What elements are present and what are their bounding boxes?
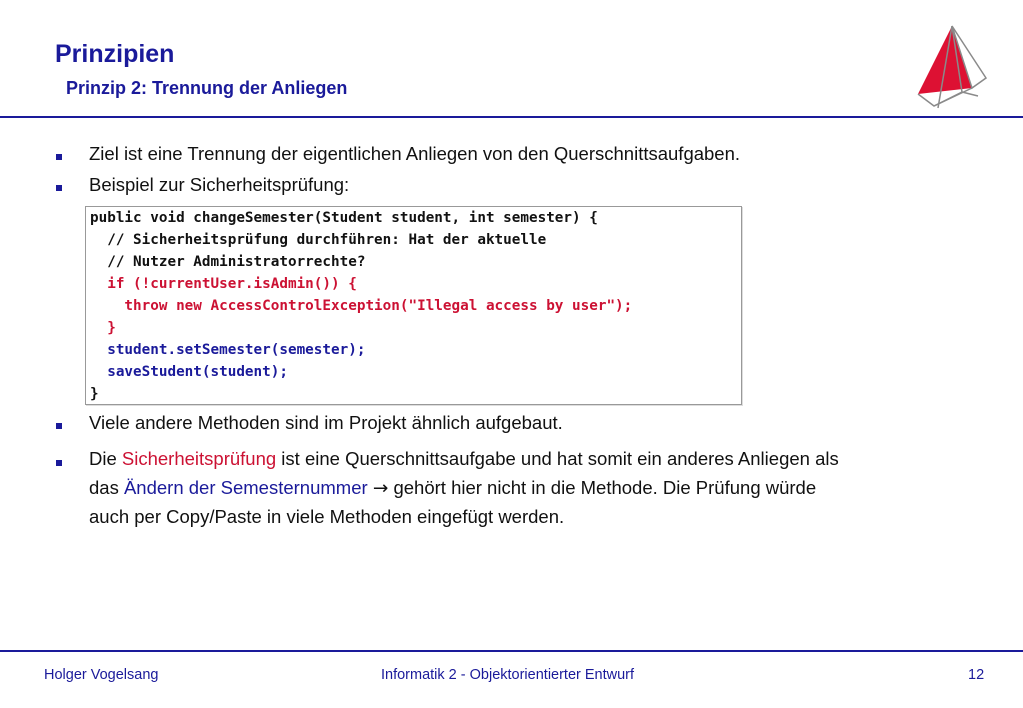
square-bullet-icon — [56, 460, 62, 466]
sail-logo-icon — [912, 22, 992, 112]
arrow-right-icon: → — [372, 478, 389, 499]
code-line-2: // Sicherheitsprüfung durchführen: Hat der aktuelle — [90, 232, 547, 248]
bullet-text-cross-cutting-line-2 — [89, 473, 816, 503]
bullet-text-cross-cutting-line-3: auch per Copy/Paste in viele Methoden eingefügt werden. — [89, 506, 565, 527]
code-line-5: throw new AccessControlException("Illegal access by user"); — [90, 298, 633, 314]
code-line-1: public void changeSemester(Student student, int semester) { — [90, 210, 598, 226]
bullet-text-example: Beispiel zur Sicherheitsprüfung: — [89, 174, 350, 195]
slide-title: Prinzipien — [55, 40, 175, 68]
footer-page-number: 12 — [968, 667, 985, 683]
square-bullet-icon — [56, 154, 62, 160]
highlight-security-check: Sicherheitsprüfung — [121, 448, 277, 469]
text-segment: gehört hier nicht in die Methode. Die Prüfung würde — [388, 477, 817, 498]
code-line-4: if (!currentUser.isAdmin()) { — [90, 276, 357, 292]
footer-divider — [0, 650, 1023, 652]
bullet-text-cross-cutting-line-1 — [89, 444, 839, 473]
code-line-8: saveStudent(student); — [90, 364, 288, 380]
footer-author: Holger Vogelsang — [44, 667, 159, 683]
code-block — [85, 206, 742, 405]
bullet-text-goal: Ziel ist eine Trennung der eigentlichen Anliegen von den Querschnittsaufgaben. — [89, 143, 741, 164]
code-line-9: } — [90, 386, 99, 402]
code-line-6: } — [90, 320, 116, 336]
text-segment: das — [89, 477, 124, 498]
header-divider — [0, 116, 1023, 118]
code-line-3: // Nutzer Administratorrechte? — [90, 254, 366, 270]
text-segment: ist eine Querschnittsaufgabe und hat somit ein anderes Anliegen als — [276, 448, 839, 469]
bullet-text-other-methods: Viele andere Methoden sind im Projekt ähnlich aufgebaut. — [89, 412, 563, 433]
square-bullet-icon — [56, 185, 62, 191]
code-line-7: student.setSemester(semester); — [90, 342, 366, 358]
footer-course: Informatik 2 - Objektorientierter Entwurf — [381, 667, 635, 683]
slide-subtitle: Prinzip 2: Trennung der Anliegen — [66, 78, 348, 98]
square-bullet-icon — [56, 423, 62, 429]
highlight-change-semester: Ändern der Semesternummer — [123, 477, 368, 498]
text-segment: Die — [89, 448, 122, 469]
